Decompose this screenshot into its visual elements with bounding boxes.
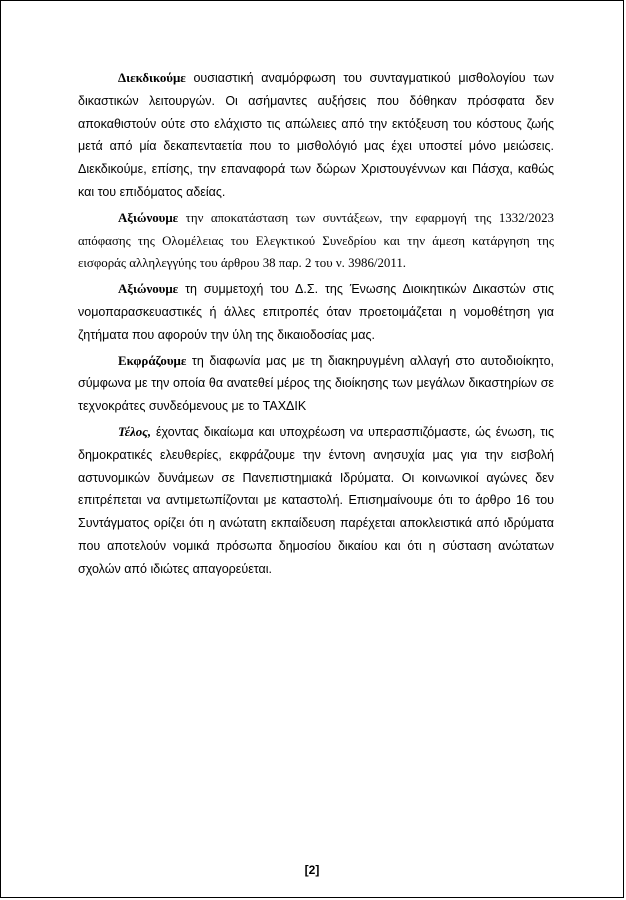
paragraph-lead: Αξιώνουμε — [118, 210, 179, 225]
paragraph-text: ουσιαστική αναμόρφωση του συνταγματικού μισθολογίου των δικαστικών λειτουργών. Οι ασήμαντες αυξήσεις που δόθηκαν πρόσφατα δεν αποκαθιστούν ούτε στο ελάχιστο τις απώλειες από την εκτόξευση του κόστους ζωής μετά από μία δεκαπενταετία που το μισθολόγιό μας έχει υποστεί μόνο μειώσεις. Διεκδικούμε, επίσης, την επαναφορά των δώρων Χριστουγέννων και Πάσχα, καθώς και του επιδόματος αδείας. — [78, 71, 554, 199]
paragraph-lead: Τέλος, — [118, 424, 152, 439]
paragraph-salary-demand — [78, 67, 554, 204]
paragraph-text: τη συμμετοχή του Δ.Σ. της Ένωσης Διοικητικών Δικαστών στις νομοπαρασκευαστικές ή άλλες επιτροπές όταν προετοιμάζεται η νομοθέτηση για ζητήματα που αφορούν την ύλη της δικαιοδοσίας μας. — [78, 282, 554, 342]
paragraph-lead: Αξιώνουμε — [118, 282, 179, 297]
paragraph-pensions-demand — [78, 207, 554, 275]
paragraph-democratic-freedoms — [78, 421, 554, 581]
paragraph-self-governance-disagreement — [78, 350, 554, 418]
paragraph-text: τη διαφωνία μας με τη διακηρυγμένη αλλαγή στο αυτοδιοίκητο, σύμφωνα με την οποία θα ανατεθεί μέρος της διοίκησης των μεγάλων δικαστηρίων σε τεχνοκράτες συνδεόμενους με το ΤΑΧΔΙΚ — [78, 353, 554, 414]
paragraph-text: την αποκατάσταση των συντάξεων, την εφαρμογή της 1332/2023 απόφασης της Ολομέλειας του Ελεγκτικού Συνεδρίου και την άμεση κατάργηση της εισφοράς αλληλεγγύης του άρθρου 38 παρ. 2 του ν. 3986/2011. — [78, 210, 554, 271]
paragraph-participation-demand — [78, 278, 554, 346]
paragraph-lead: Εκφράζουμε — [118, 353, 187, 368]
document-body — [78, 67, 554, 584]
paragraph-text: έχοντας δικαίωμα και υποχρέωση να υπερασπιζόμαστε, ώς ένωση, τις δημοκρατικές ελευθερίες, εκφράζουμε την έντονη ανησυχία μας για την εισβολή αστυνομικών δυνάμεων σε Πανεπιστημιακά Ιδρύματα. Οι κοινωνικοί αγώνες δεν επιτρέπεται να αντιμετωπίζονται με καταστολή. Επισημαίνουμε ότι το άρθρο 16 του Συντάγματος ορίζει ότι η ανώτατη εκπαίδευση παρέχεται αποκλειστικά από ιδρύματα που αποτελούν νομικά πρόσωπα δημοσίου δικαίου και ότι η σύσταση ανώτατων σχολών από ιδιώτες απαγορεύεται. — [78, 424, 554, 576]
paragraph-lead: Διεκδικούμε — [118, 71, 186, 85]
page-number: [2] — [304, 863, 320, 877]
